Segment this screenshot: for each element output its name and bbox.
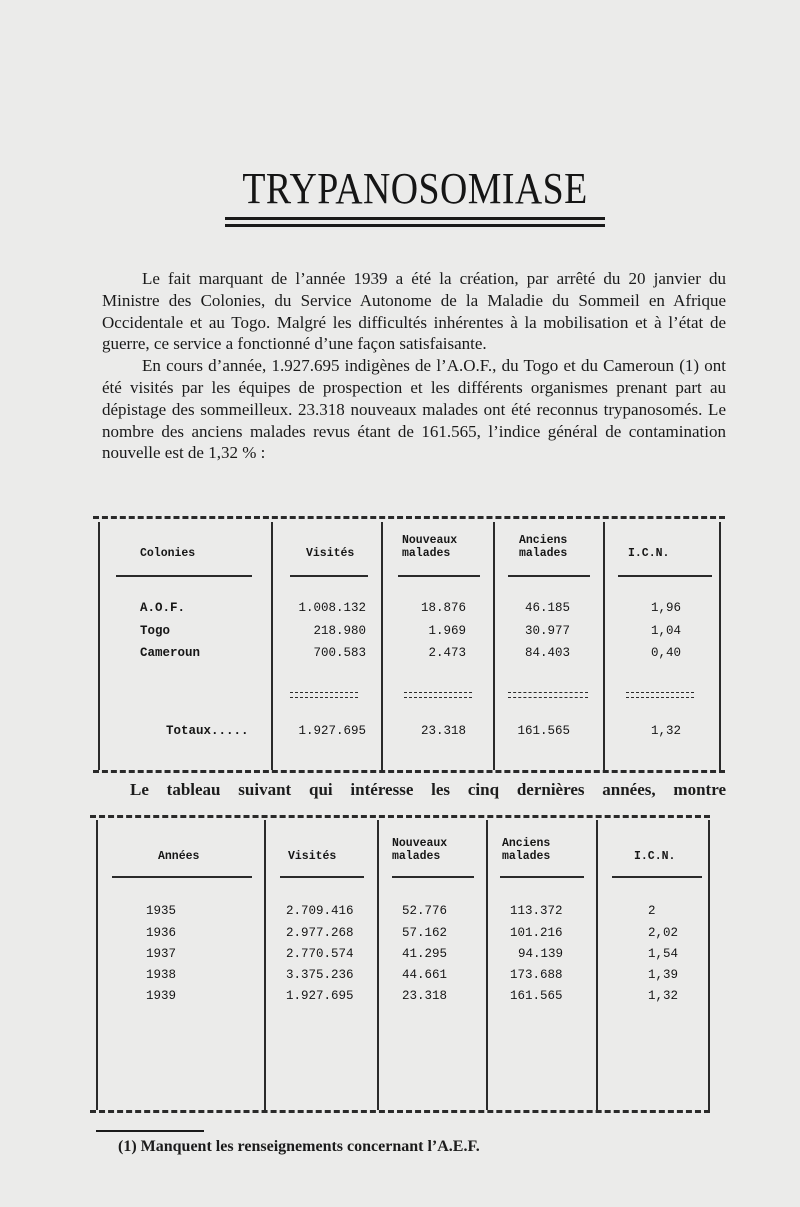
table-cell-nouveaux: 1.969: [428, 624, 466, 638]
table-cell-nouveaux: 44.661: [402, 968, 448, 982]
table1-header-rule: [618, 575, 712, 577]
table1-bottom-border: [93, 770, 725, 773]
table2-vline: [708, 820, 710, 1110]
table2-vline: [264, 820, 266, 1110]
table1-total-visites: 1.927.695: [298, 724, 366, 738]
table1-top-border: [93, 516, 725, 519]
table2-header-rule: [500, 876, 584, 878]
table2-header-rule: [280, 876, 364, 878]
table2-header-visites: Visités: [288, 850, 337, 863]
table-row-name: A.O.F.: [140, 601, 186, 615]
lead-sentence: Le tableau suivant qui intéresse les cinq dernières années, montre: [130, 780, 726, 799]
table-cell-icn: 2,02: [648, 926, 679, 940]
table1-total-nouveaux: 23.318: [420, 724, 466, 738]
table1-header-rule: [508, 575, 590, 577]
sum-rule: [508, 692, 588, 698]
table1-totals-label: Totaux.....: [166, 724, 249, 738]
table1-vline: [98, 522, 100, 770]
table-cell-visites: 3.375.236: [286, 968, 354, 982]
table2-header-annees: Années: [158, 850, 200, 863]
table-cell-anciens: 84.403: [524, 646, 570, 660]
table2-vline: [486, 820, 488, 1110]
table-cell-visites: 218.980: [313, 624, 366, 638]
table1-header-visites: Visités: [306, 547, 355, 560]
table-cell-icn: 1,54: [648, 947, 679, 961]
table2-header-rule: [612, 876, 702, 878]
table-cell-visites: 2.977.268: [286, 926, 354, 940]
table-cell-anciens: 101.216: [510, 926, 563, 940]
table2-header-nouveaux: Nouveaux malades: [392, 837, 448, 863]
table-cell-icn: 1,96: [650, 601, 681, 615]
table-cell-anciens: 94.139: [518, 947, 564, 961]
table1-total-anciens: 161.565: [517, 724, 570, 738]
table-row-year: 1938: [146, 968, 177, 982]
table-cell-visites: 2.709.416: [286, 904, 354, 918]
title-rule-bottom: [225, 224, 605, 227]
table-cell-anciens: 173.688: [510, 968, 563, 982]
table-row-name: Togo: [140, 624, 171, 638]
table-cell-anciens: 30.977: [524, 624, 570, 638]
sum-rule: [626, 692, 694, 698]
table1-header-icn: I.C.N.: [628, 547, 670, 560]
table2-vline: [96, 820, 98, 1110]
table-cell-anciens: 113.372: [510, 904, 563, 918]
table-row-year: 1937: [146, 947, 177, 961]
table-cell-visites: 1.927.695: [286, 989, 354, 1003]
table-cell-nouveaux: 52.776: [402, 904, 448, 918]
table-cell-anciens: 161.565: [510, 989, 563, 1003]
table-cell-icn: 1,39: [648, 968, 679, 982]
table-cell-visites: 700.583: [313, 646, 366, 660]
table-cell-visites: 1.008.132: [298, 601, 366, 615]
table-cell-anciens: 46.185: [524, 601, 570, 615]
paragraph-2: En cours d’année, 1.927.695 indigènes de l’A.O.F., du Togo et du Cameroun (1) ont été visités par les équipes de prospection et les différents organismes prenant part au dépistage des sommeilleux. 23.318 nouveaux malades ont été reconnus trypanosomés. Le nombre des anciens malades revus étant de 161.565, l’indice général de contamination nouvelle est de 1,32 % :: [102, 356, 726, 463]
table1-header-rule: [398, 575, 480, 577]
table2-bottom-border: [90, 1110, 710, 1113]
table2-header-rule: [112, 876, 252, 878]
table2-header-anciens: Anciens malades: [502, 837, 551, 863]
footnote: (1) Manquent les renseignements concernant l’A.E.F.: [118, 1138, 480, 1155]
table1-header-nouveaux: Nouveaux malades: [402, 534, 458, 560]
table1-header-colonies: Colonies: [140, 547, 196, 560]
body-text: [102, 268, 726, 464]
sum-rule: [404, 692, 472, 698]
table-cell-icn: 1,04: [650, 624, 681, 638]
table-cell-nouveaux: 41.295: [402, 947, 448, 961]
table-cell-icn: 1,32: [648, 989, 679, 1003]
table-row-year: 1936: [146, 926, 177, 940]
footnote-rule: [96, 1130, 204, 1132]
table-cell-nouveaux: 2.473: [428, 646, 466, 660]
table-cell-nouveaux: 57.162: [402, 926, 448, 940]
page-title: TRYPANOSOMIASE: [242, 164, 588, 213]
table2-top-border: [90, 815, 710, 818]
sum-rule: [290, 692, 358, 698]
table-cell-visites: 2.770.574: [286, 947, 354, 961]
table-cell-nouveaux: 23.318: [402, 989, 448, 1003]
table1-total-icn: 1,32: [650, 724, 681, 738]
table-row-year: 1939: [146, 989, 177, 1003]
table1-vline: [719, 522, 721, 770]
table2-header-icn: I.C.N.: [634, 850, 676, 863]
table2-header-rule: [392, 876, 474, 878]
title-rule-top: [225, 217, 605, 220]
table1-header-anciens: Anciens malades: [519, 534, 568, 560]
table2-vline: [377, 820, 379, 1110]
table1-header-rule: [116, 575, 252, 577]
paragraph-1: Le fait marquant de l’année 1939 a été la création, par arrêté du 20 janvier du Ministre des Colonies, du Service Autonome de la Maladie du Sommeil en Afrique Occidentale et au Togo. Malgré les difficultés inhérentes à la mobilisation et à l’état de guerre, ce service a fonctionné d’une façon satisfaisante.: [102, 269, 726, 354]
table-row-year: 1935: [146, 904, 177, 918]
table-cell-nouveaux: 18.876: [420, 601, 466, 615]
table2-vline: [596, 820, 598, 1110]
table-row-name: Cameroun: [140, 646, 201, 660]
table-cell-icn: 0,40: [650, 646, 681, 660]
table1-header-rule: [290, 575, 368, 577]
table-cell-icn: 2: [648, 904, 656, 918]
